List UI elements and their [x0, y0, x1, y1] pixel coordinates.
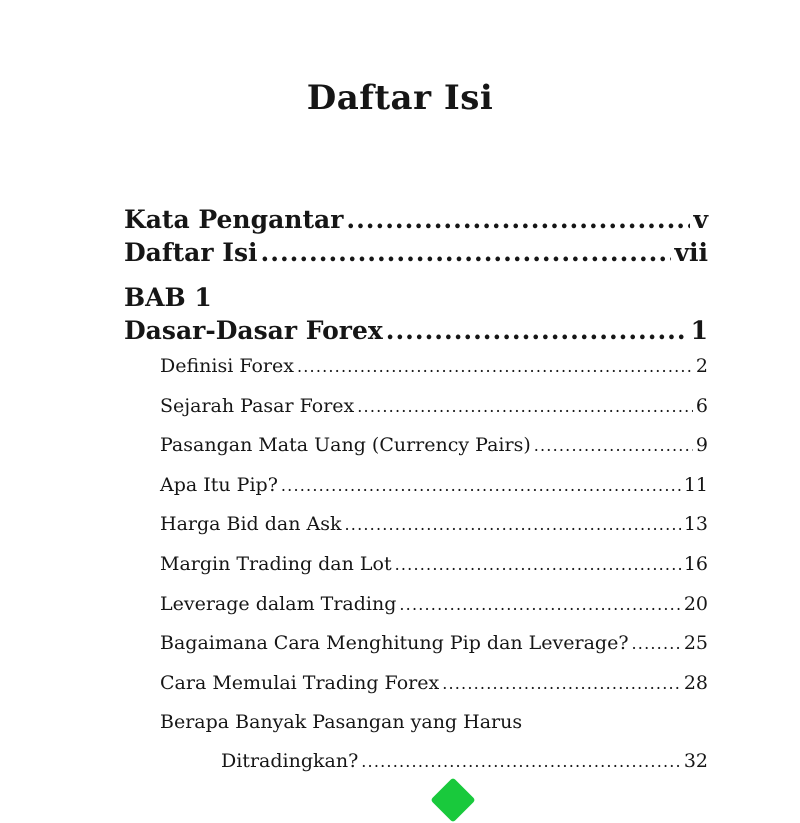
toc-entry-label-line2: Ditradingkan?: [221, 749, 359, 772]
toc-entry-section[interactable]: [124, 585, 708, 625]
leader-dots: [346, 203, 690, 236]
toc-entry-daftar-isi[interactable]: [124, 236, 708, 269]
toc-entry-label: Margin Trading dan Lot: [160, 552, 392, 575]
toc-entry-page: 2: [695, 355, 708, 377]
toc-entry-page: 6: [695, 394, 708, 417]
toc-entry-section[interactable]: [124, 545, 708, 585]
leader-dots: [442, 665, 681, 704]
leader-dots: [632, 625, 681, 664]
toc-entry-page: 1: [690, 316, 708, 345]
toc-entry-page: 16: [683, 552, 708, 575]
toc-entry-section[interactable]: [124, 505, 708, 545]
leader-dots: [399, 586, 680, 625]
toc-entry-page: vii: [674, 238, 708, 267]
toc-entry-label: Harga Bid dan Ask: [160, 513, 342, 536]
leader-dots: [357, 388, 693, 427]
toc-entry-section[interactable]: [124, 347, 708, 387]
leader-dots: [345, 506, 681, 545]
leader-dots: [281, 467, 681, 506]
leader-dots: [534, 427, 693, 466]
toc-entry-page: 11: [683, 473, 708, 496]
toc-entry-section[interactable]: [124, 664, 708, 704]
toc-entry-label: Sejarah Pasar Forex: [160, 394, 355, 417]
toc-entry-section[interactable]: [124, 466, 708, 506]
toc-entry-section[interactable]: [124, 387, 708, 427]
toc-entry-label: Kata Pengantar: [124, 205, 344, 234]
leader-dots: [395, 546, 681, 585]
toc-entry-label-line1: Berapa Banyak Pasangan yang Harus: [160, 711, 523, 734]
toc-entry-label: Apa Itu Pip?: [160, 473, 278, 496]
toc-entry-label: Bagaimana Cara Menghitung Pip dan Leverage?: [160, 632, 629, 655]
toc-entry-label-line2-row: [160, 742, 708, 782]
toc-entry-label: Cara Memulai Trading Forex: [160, 671, 440, 694]
chapter-number: BAB 1: [124, 283, 212, 312]
toc-entry-page: 28: [683, 671, 708, 694]
chapter-title: Dasar-Dasar Forex: [124, 316, 383, 345]
toc-entry-page: 25: [683, 632, 708, 655]
toc-entry-page: v: [693, 205, 708, 234]
toc-entry-label: Definisi Forex: [160, 355, 294, 377]
toc-entry-label: Daftar Isi: [124, 238, 258, 267]
toc-entry-label: Pasangan Mata Uang (Currency Pairs): [160, 434, 531, 457]
toc-entry-label: Leverage dalam Trading: [160, 592, 397, 615]
toc-entry-chapter-1[interactable]: [124, 314, 708, 347]
table-of-contents: [124, 203, 708, 782]
green-diamond-ornament: [430, 777, 475, 822]
toc-entry-page: 13: [683, 513, 708, 536]
leader-dots: [361, 743, 681, 782]
toc-entry-page: 32: [683, 749, 708, 772]
page-title: Daftar Isi: [306, 78, 494, 118]
toc-entry-page: 20: [683, 592, 708, 615]
toc-entry-section-multiline[interactable]: [124, 703, 708, 781]
leader-dots: [386, 314, 688, 347]
toc-entry-kata-pengantar[interactable]: [124, 203, 708, 236]
toc-entry-page: 9: [695, 434, 708, 457]
leader-dots: [297, 348, 693, 387]
leader-dots: [261, 236, 672, 269]
toc-entry-section[interactable]: [124, 426, 708, 466]
toc-entry-section[interactable]: [124, 624, 708, 664]
